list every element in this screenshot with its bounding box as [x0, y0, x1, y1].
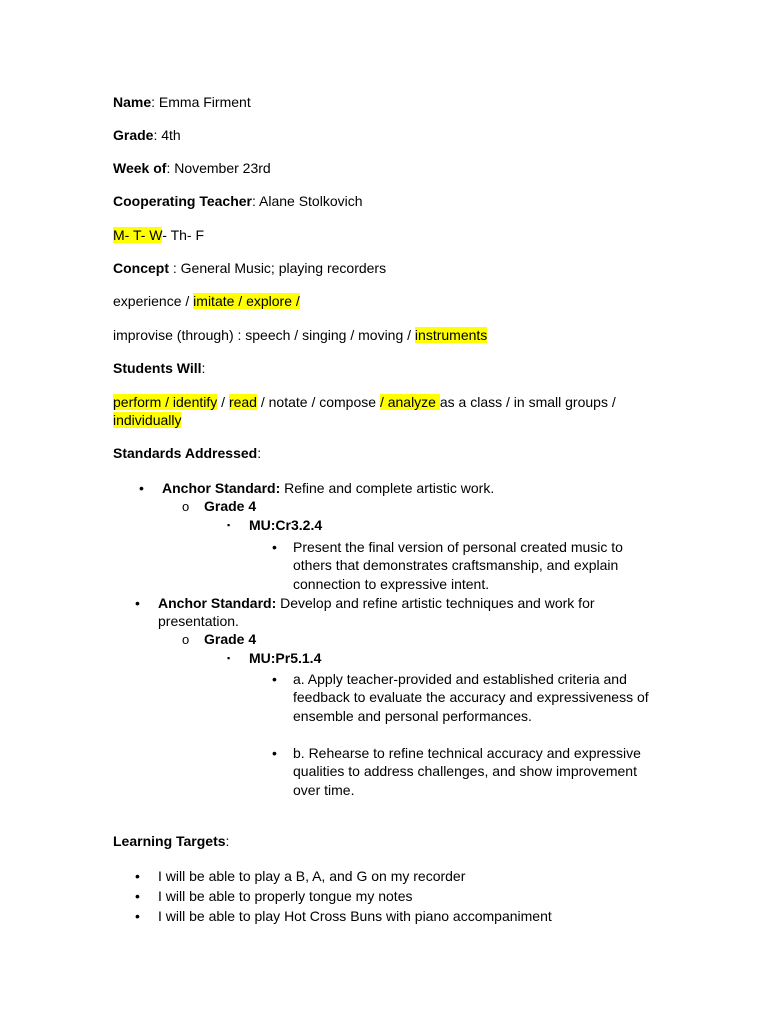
students-will-colon: :: [201, 360, 206, 376]
anchor-2-code: MU:Pr5.1.4: [249, 650, 322, 666]
learning-targets-colon: :: [225, 833, 230, 849]
bullet-disc-icon: •: [272, 671, 277, 687]
anchor-1-text: Refine and complete artistic work.: [280, 480, 495, 496]
bullet-square-icon: ▪: [227, 653, 231, 663]
experience-highlighted: imitate / explore /: [193, 293, 300, 309]
students-will-text: [113, 393, 673, 429]
days-rest: - Th- F: [162, 227, 205, 243]
learning-targets-label: Learning Targets: [113, 833, 226, 849]
anchor-1-code: MU:Cr3.2.4: [249, 517, 323, 533]
learning-target-item: I will be able to properly tongue my notes: [158, 888, 413, 904]
week-value: : November 23rd: [166, 160, 271, 176]
teacher-value: : Alane Stolkovich: [252, 193, 363, 209]
learning-target-item: I will be able to play Hot Cross Buns with piano accompaniment: [158, 908, 552, 924]
concept-line: [113, 259, 386, 277]
week-label: Week of: [113, 160, 167, 176]
days-highlighted: M- T- W: [113, 227, 163, 243]
bullet-disc-icon: •: [272, 745, 277, 761]
anchor-1-label: Anchor Standard:: [162, 480, 281, 496]
improvise-plain: improvise (through) : speech / singing / moving /: [113, 327, 415, 343]
learning-targets-heading: [113, 832, 229, 850]
anchor-2-item-a: a. Apply teacher-provided and established criteria and feedback to evaluate the accuracy and expressiveness of ensemble and personal performances.: [293, 671, 649, 724]
improvise-highlighted: instruments: [414, 327, 488, 343]
bullet-circle-icon: o: [182, 499, 190, 514]
anchor-1-item: Present the final version of personal created music to others that demonstrates craftsmanship, and explain connection to expressive intent.: [293, 539, 623, 592]
students-will-label: Students Will: [113, 360, 202, 376]
anchor-standard-1: [162, 479, 494, 497]
concept-label: Concept: [113, 260, 169, 276]
anchor-1-grade: Grade 4: [204, 498, 257, 514]
verb-perform-identify: perform / identify: [113, 394, 218, 410]
bullet-disc-icon: •: [272, 539, 277, 555]
teacher-line: [113, 192, 363, 210]
name-value: : Emma Firment: [151, 94, 251, 110]
anchor-2-text: Develop and refine artistic techniques and work for presentation.: [158, 595, 595, 630]
concept-value: : General Music; playing recorders: [169, 260, 387, 276]
anchor-2-grade: Grade 4: [204, 631, 257, 647]
name-label: Name: [113, 94, 152, 110]
anchor-2-label: Anchor Standard:: [158, 595, 277, 611]
grouping-individually: individually: [113, 412, 182, 428]
experience-plain: experience /: [113, 293, 194, 309]
bullet-disc-icon: •: [135, 868, 140, 884]
week-line: [113, 159, 271, 177]
verb-read: read: [228, 394, 257, 410]
days-line: [113, 226, 204, 244]
grade-value: : 4th: [153, 127, 181, 143]
improvise-line: [113, 326, 487, 344]
name-line: [113, 93, 251, 111]
verb-notate-compose: / notate / compose: [256, 394, 380, 410]
learning-target-item: I will be able to play a B, A, and G on my recorder: [158, 868, 466, 884]
teacher-label: Cooperating Teacher: [113, 193, 252, 209]
bullet-square-icon: ▪: [227, 520, 231, 530]
bullet-circle-icon: o: [182, 632, 190, 647]
verb-analyze: / analyze: [379, 394, 440, 410]
students-will-heading: [113, 359, 205, 377]
experience-line: [113, 292, 300, 310]
bullet-disc-icon: •: [135, 888, 140, 904]
grouping-text: as a class / in small groups /: [439, 394, 616, 410]
standards-label: Standards Addressed: [113, 445, 258, 461]
standards-colon: :: [257, 445, 262, 461]
bullet-disc-icon: •: [135, 908, 140, 924]
bullet-disc-icon: •: [139, 480, 144, 496]
anchor-standard-2: [158, 594, 648, 631]
verb-separator: /: [217, 394, 229, 410]
grade-line: [113, 126, 181, 144]
bullet-disc-icon: •: [135, 595, 140, 611]
grade-label: Grade: [113, 127, 154, 143]
anchor-2-item-b: b. Rehearse to refine technical accuracy and expressive qualities to address challenges, and show improvement over time.: [293, 745, 641, 798]
standards-heading: [113, 444, 261, 462]
